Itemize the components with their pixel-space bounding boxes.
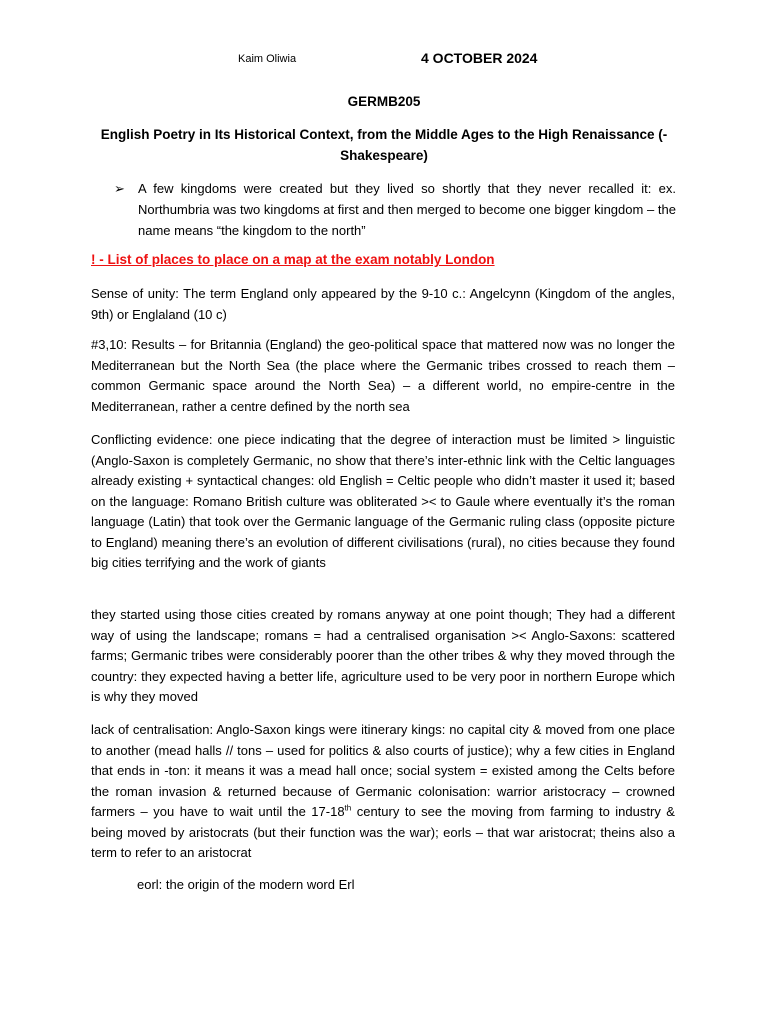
- exam-note-heading: ! - List of places to place on a map at the exam notably London: [91, 252, 495, 267]
- paragraph-lack-of-centralisation: [91, 720, 675, 864]
- paragraph-text-part: lack of centralisation: Anglo-Saxon kings were itinerary kings: no capital city & moved from one place to another (mead halls // tons – used for politics & also courts of justice); why a few cities in England that ends in -ton: it means it was a mead hall once; social system = existed among the Celts before the roman invasion & returned because of Germanic colonisation: warrior aristocracy – crowned farmers – you have to wait until the 17-18: [91, 722, 675, 819]
- paragraph-results: #3,10: Results – for Britannia (England) the geo-political space that mattered now was no longer the Mediterranean but the North Sea (the place where the Germanic tribes crossed to reach them – common Germanic space around the North Sea) – a different world, no empire-centre in the Mediterranean, rather a centre defined by the north sea: [91, 337, 675, 414]
- course-title: English Poetry in Its Historical Context, from the Middle Ages to the High Renaissance (-Shakespeare): [100, 127, 668, 163]
- paragraph-text-part: century to see the moving from farming to industry & being moved by aristocrats (but their function was the war); eorls – that war aristocrat; theins also a term to refer to an aristocrat: [91, 804, 675, 860]
- paragraph-roman-cities: they started using those cities created by romans anyway at one point though; They had a different way of using the landscape; romans = had a centralised organisation >< Anglo-Saxons: scattered farms; Germanic tribes were considerably poorer than the other tribes & why they moved through the country: they expected having a better life, agriculture used to be very poor in northern Europe which is why they moved: [91, 607, 675, 704]
- list-item: [114, 178, 676, 241]
- author-name: Kaim Oliwia: [238, 53, 297, 65]
- document-date: 4 OCTOBER 2024: [421, 50, 538, 66]
- paragraph-sense-of-unity: Sense of unity: The term England only appeared by the 9-10 c.: Angelcynn (Kingdom of the angles, 9th) or Englaland (10 c): [91, 286, 675, 322]
- superscript-th: th: [344, 803, 352, 813]
- course-code: GERMB205: [347, 94, 421, 109]
- arrow-bullet-icon: ➢: [114, 181, 125, 196]
- paragraph-eorl: eorl: the origin of the modern word Erl: [137, 877, 355, 892]
- bullet-text: A few kingdoms were created but they lived so shortly that they never recalled it: ex. Northumbria was two kingdoms at first and then merged to become one bigger kingdom – the name means “the kingdom to the north”: [138, 181, 676, 238]
- paragraph-conflicting-evidence: Conflicting evidence: one piece indicating that the degree of interaction must be limited > linguistic (Anglo-Saxon is completely Germanic, no show that there’s inter-ethnic link with the Celtic languages already existing + syntactical changes: old English = Celtic people who didn’t master it used it; based on the language: Romano British culture was obliterated >< to Gaule where eventually it’s the roman language (Latin) that took over the Germanic language of the Germanic ruling class (opposite picture to England) meaning there’s an evolution of different civilisations (rural), no cities because they found big cities terrifying and the work of giants: [91, 432, 675, 570]
